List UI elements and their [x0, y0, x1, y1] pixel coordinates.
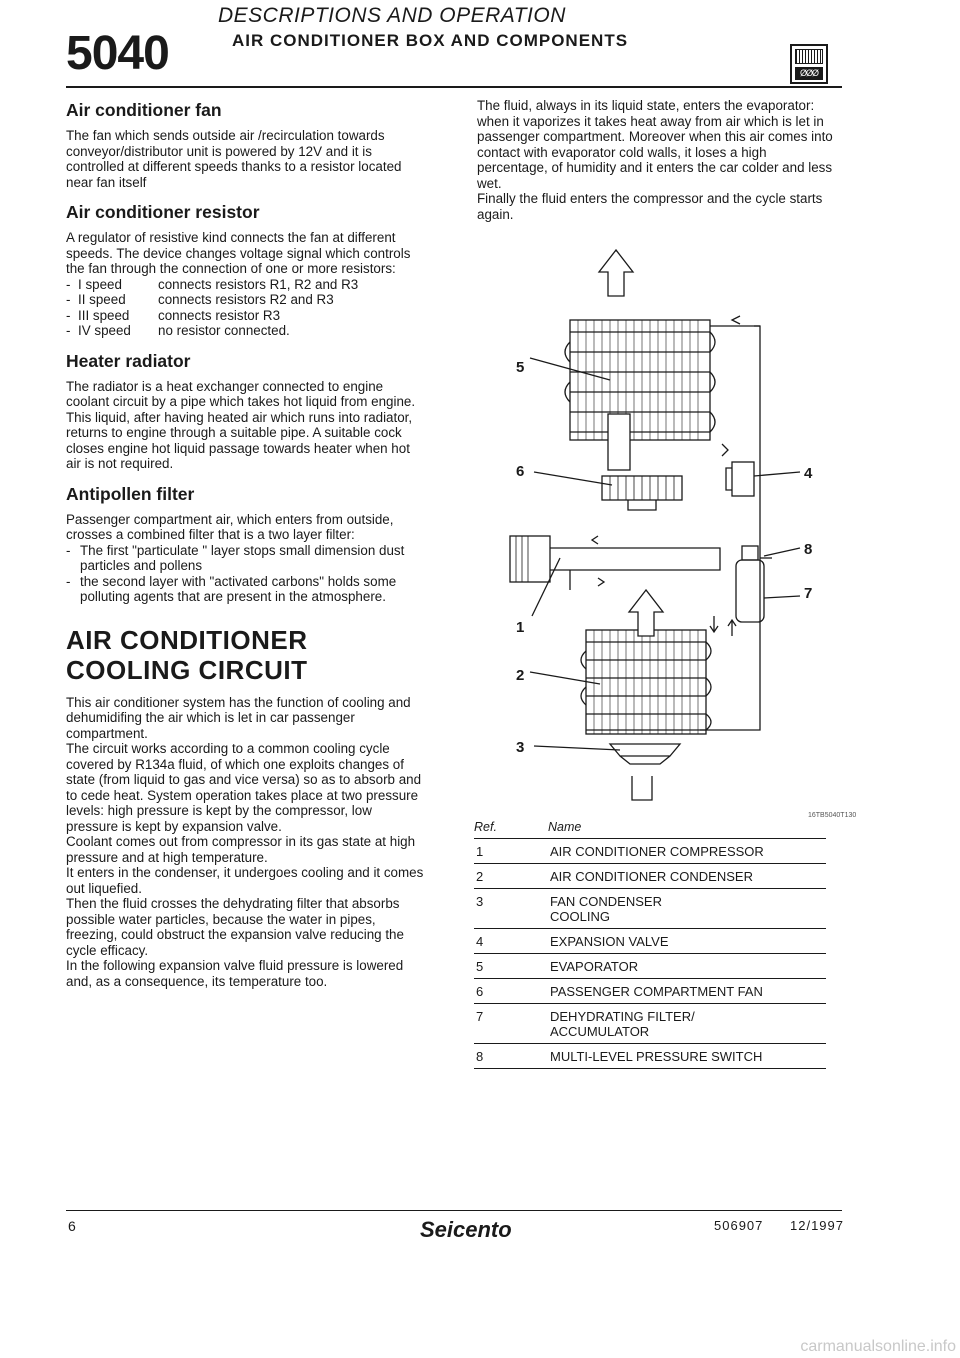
dehydrating-filter: [736, 546, 772, 622]
page-number: 6: [68, 1218, 76, 1234]
diagram-label-2: 2: [516, 667, 525, 684]
diagram-label-5: 5: [516, 359, 525, 376]
header-rule: [66, 86, 842, 88]
cooling-text: Then the fluid crosses the dehydrating filter that absorbs possible water particles, because the water in pipes, freezing, could obstruct the expansion valve reducing the cycle efficacy.: [66, 896, 404, 958]
brand-logo: Seicento: [420, 1217, 512, 1242]
pollen-bullet: - the second layer with "activated carbons" holds some polluting agents that are present in the atmosphere.: [66, 573, 397, 604]
left-column: [66, 100, 426, 989]
cooling-text: It enters in the condenser, it undergoes cooling and it comes out liquefied.: [66, 865, 424, 896]
cooling-circuit-diagram: [470, 240, 860, 810]
resistor-heading: Air conditioner resistor: [66, 202, 260, 222]
cycle-text: Finally the fluid enters the compressor and the cycle starts again.: [477, 191, 823, 222]
diagram-label-6: 6: [516, 463, 525, 480]
section-number: 5040: [66, 27, 169, 80]
evaporator-coil: [565, 320, 715, 470]
footer-rule: [66, 1210, 842, 1211]
flow-arrow-icon: [732, 316, 740, 324]
cooling-text: The circuit works according to a common cooling cycle covered by R134a fluid, of which one exploits changes of state (from liquid to gas and vice versa) so as to absorb and to cede heat. System operation takes place at two pressure levels: high pressure is kept by the compressor, low pressure is kept by expansion valve.: [66, 741, 422, 834]
heater-text: The radiator is a heat exchanger connected to engine coolant circuit by a pipe which takes hot liquid from engine. This liquid, after having heated air which runs into radiator, returns to engine through a suitable pipe. A suitable cock closes engine hot liquid passage towards heater when hot air is not required.: [66, 378, 416, 471]
table-row: 5 EVAPORATOR: [474, 954, 826, 979]
pollen-heading: Antipollen filter: [66, 483, 195, 504]
legend-table: [474, 820, 826, 1069]
document-code: 506907: [714, 1218, 764, 1233]
fan-text: The fan which sends outside air /recirculation towards conveyor/distributor unit is powered by 12V and it is controlled at different speeds thanks to a resistor located near fan itself: [66, 128, 402, 190]
passenger-fan: [602, 476, 682, 510]
condenser-fan: [610, 744, 680, 800]
diagram-label-7: 7: [804, 585, 813, 602]
evaporator-text: The fluid, always in its liquid state, enters the evaporator: when it vaporizes it takes heat away from air which is let in passenger compartment. Moreover when this air comes into contact with evaporator cold walls, it loses a high percentage, of humidity and it enters the car colder and less wet.: [477, 98, 833, 191]
speed-item: - II speed connects resistors R2 and R3: [66, 292, 334, 307]
section-title: DESCRIPTIONS AND OPERATION: [218, 4, 566, 27]
cooling-circuit-heading: AIR CONDITIONER COOLING CIRCUIT: [66, 624, 308, 685]
speed-item: - I speed connects resistors R1, R2 and R3: [66, 276, 359, 292]
flow-arrow-icon: [710, 616, 718, 632]
fan-heading: Air conditioner fan: [66, 100, 222, 120]
table-row: 7 DEHYDRATING FILTER/ ACCUMULATOR: [474, 1004, 826, 1044]
right-column: [477, 98, 839, 222]
table-row: 8 MULTI-LEVEL PRESSURE SWITCH: [474, 1044, 826, 1069]
compressor: [510, 536, 720, 590]
diagram-label-8: 8: [804, 541, 813, 558]
climate-control-icon: ØØØ: [790, 44, 828, 84]
expansion-valve: [722, 444, 754, 496]
watermark: carmanualsonline.info: [800, 1338, 956, 1355]
table-header: Ref. Name: [474, 820, 826, 839]
table-row: 4 EXPANSION VALVE: [474, 929, 826, 954]
heater-heading: Heater radiator: [66, 350, 191, 371]
page-title: AIR CONDITIONER BOX AND COMPONENTS: [232, 31, 629, 50]
table-row: 6 PASSENGER COMPARTMENT FAN: [474, 979, 826, 1004]
diagram-label-1: 1: [516, 619, 525, 636]
pollen-text: Passenger compartment air, which enters from outside, crosses a combined filter that is a two layer filter:: [66, 511, 394, 542]
speed-item: - III speed connects resistor R3: [66, 307, 281, 323]
figure-reference: 16TB5040T130: [808, 812, 857, 819]
diagram-label-4: 4: [804, 465, 813, 482]
condenser-coil: [581, 630, 711, 734]
cooling-text: Coolant comes out from compressor in its gas state at high pressure and at high temperature.: [66, 834, 416, 865]
cooling-text: This air conditioner system has the function of cooling and dehumidifing the air which is let in car passenger compartment.: [66, 694, 411, 741]
table-row: 1 AIR CONDITIONER COMPRESSOR: [474, 839, 826, 864]
speed-item: - IV speed no resistor connected.: [66, 323, 290, 338]
flow-arrow-icon: [728, 620, 736, 636]
airflow-arrow-icon: [599, 250, 633, 296]
table-row: 3 FAN CONDENSER COOLING: [474, 889, 826, 929]
resistor-text: A regulator of resistive kind connects the fan at different speeds. The device changes voltage signal which controls the fan through the connection of one or more resistors:: [66, 230, 411, 276]
cooling-text: In the following expansion valve fluid pressure is lowered and, as a consequence, its temperature too.: [66, 958, 404, 989]
document-date: 12/1997: [790, 1218, 844, 1233]
diagram-label-3: 3: [516, 739, 525, 756]
airflow-arrow-icon: [629, 590, 663, 636]
table-row: 2 AIR CONDITIONER CONDENSER: [474, 864, 826, 889]
pollen-bullet: - The first "particulate " layer stops small dimension dust particles and pollens: [66, 542, 405, 573]
